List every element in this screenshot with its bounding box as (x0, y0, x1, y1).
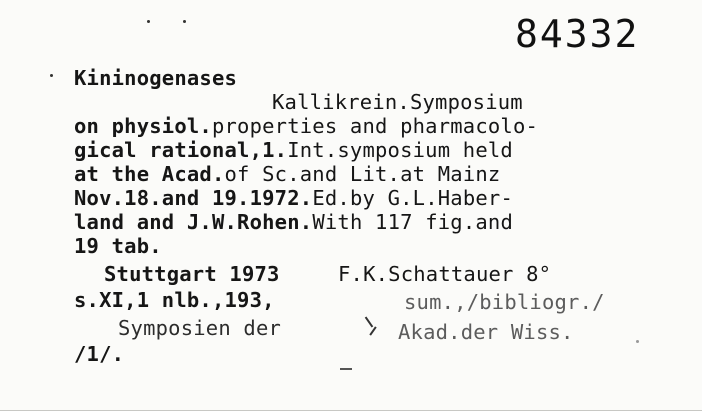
smudge-mark (369, 326, 376, 335)
series-number: /1/. (74, 342, 125, 366)
smudge-mark (340, 368, 352, 370)
title-line: gical rational,1.Int.symposium held (74, 138, 513, 162)
punch-dot (50, 74, 53, 77)
title-line: Kallikrein.Symposium (272, 90, 523, 114)
title-line: land and J.W.Rohen.With 117 fig.and (74, 210, 513, 234)
title-line: at the Acad.of Sc.and Lit.at Mainz (74, 162, 501, 186)
imprint-place-year: Stuttgart 1973 (104, 262, 280, 286)
collation: s.XI,1 nlb.,193, (74, 288, 275, 312)
imprint-publisher: F.K.Schattauer 8° (338, 262, 552, 286)
title-line: 19 tab. (74, 234, 162, 258)
subject-heading: Kininogenases (74, 66, 238, 90)
punch-dot (183, 20, 186, 23)
stray-dot (636, 340, 639, 343)
series-statement: Symposien der (118, 316, 282, 340)
catalog-number: 84332 (515, 12, 640, 56)
title-line: Nov.18.and 19.1972.Ed.by G.L.Haber- (74, 186, 513, 210)
punch-dot (147, 20, 150, 23)
series-statement-continued: Akad.der Wiss. (398, 320, 574, 344)
title-line: on physiol.properties and pharmacolo- (74, 114, 539, 138)
collation-note: sum.,/bibliogr./ (404, 290, 605, 314)
smudge-mark (365, 317, 374, 328)
